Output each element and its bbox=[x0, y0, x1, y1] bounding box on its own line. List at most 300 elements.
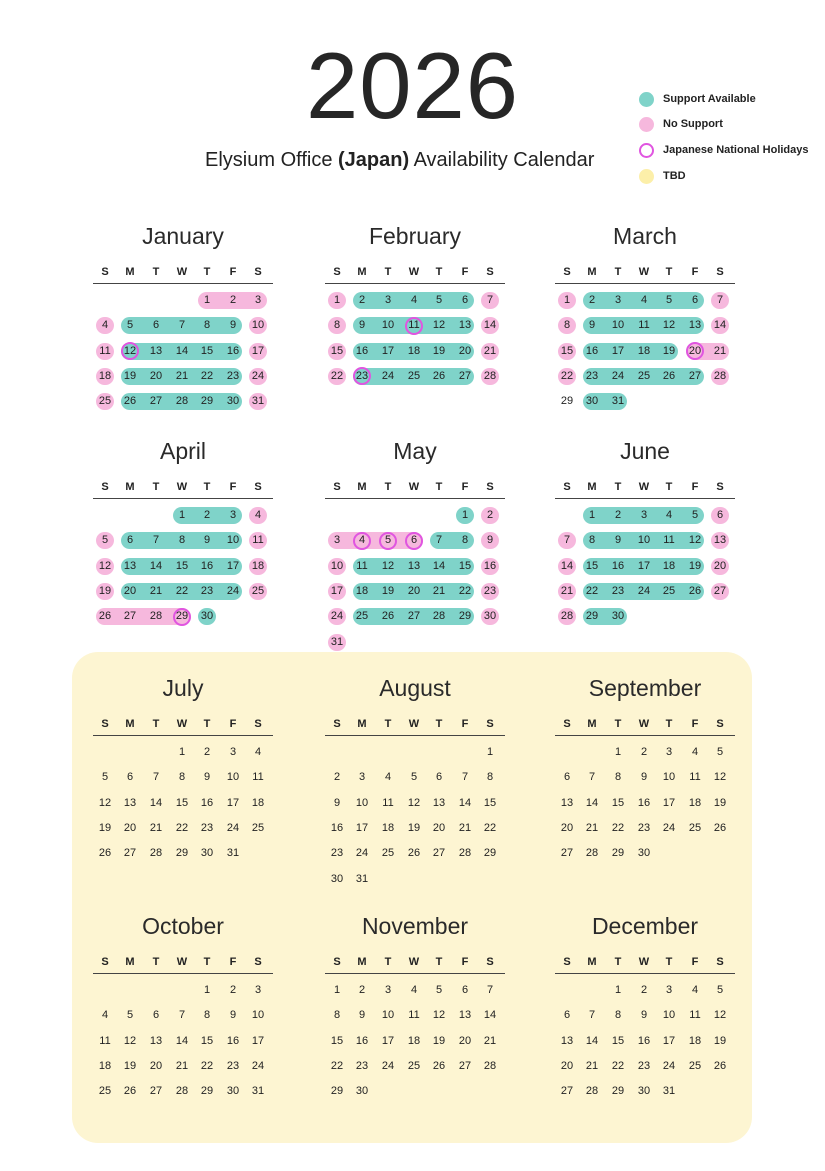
day-cell: 25 bbox=[381, 847, 395, 860]
day-cell: 31 bbox=[251, 395, 265, 408]
day-cell: 22 bbox=[611, 1059, 625, 1072]
day-cell: 26 bbox=[98, 847, 112, 860]
day-cell: 28 bbox=[585, 847, 599, 860]
day-cell: 6 bbox=[563, 1009, 571, 1022]
month-name: May bbox=[393, 438, 437, 464]
day-cell: 16 bbox=[200, 796, 214, 809]
day-cell: 19 bbox=[713, 1034, 727, 1047]
day-cell: 2 bbox=[486, 509, 494, 521]
day-cell: 28 bbox=[149, 610, 163, 623]
day-cell: 25 bbox=[355, 610, 369, 623]
day-cell: 29 bbox=[200, 1085, 214, 1098]
day-cell: 15 bbox=[330, 344, 344, 357]
day-cell: 20 bbox=[560, 821, 574, 834]
weekday-label: T bbox=[203, 481, 211, 493]
day-cell: 24 bbox=[381, 369, 395, 382]
day-cell: 19 bbox=[713, 796, 727, 809]
day-cell: 8 bbox=[203, 1009, 211, 1022]
day-cell: 24 bbox=[381, 1059, 395, 1072]
day-cell: 12 bbox=[432, 319, 446, 332]
day-cell: 15 bbox=[200, 1034, 214, 1047]
day-cell: 10 bbox=[611, 319, 625, 332]
day-cell: 5 bbox=[435, 984, 443, 996]
day-cell: 5 bbox=[101, 534, 109, 547]
header-divider bbox=[93, 973, 273, 974]
month-name: February bbox=[368, 223, 462, 249]
day-cell: 11 bbox=[99, 1034, 111, 1047]
legend-label: Japanese National Holidays bbox=[663, 144, 809, 156]
weekday-label: S bbox=[716, 956, 724, 968]
day-cell: 18 bbox=[688, 1034, 702, 1047]
legend-label: No Support bbox=[663, 118, 723, 130]
day-cell: 23 bbox=[585, 369, 599, 382]
day-cell: 30 bbox=[637, 1085, 651, 1098]
day-cell: 1 bbox=[333, 294, 341, 306]
day-cell: 16 bbox=[355, 1034, 369, 1047]
day-cell: 22 bbox=[330, 369, 344, 382]
day-cell: 27 bbox=[713, 584, 727, 597]
day-cell: 1 bbox=[203, 294, 211, 306]
day-cell: 12 bbox=[98, 559, 112, 572]
month-name: April bbox=[159, 438, 206, 464]
day-cell: 27 bbox=[149, 1085, 163, 1098]
day-cell: 16 bbox=[637, 1034, 651, 1047]
day-cell: 9 bbox=[640, 771, 648, 784]
day-cell: 3 bbox=[665, 984, 673, 996]
day-cell: 27 bbox=[458, 369, 472, 382]
day-cell: 17 bbox=[381, 1034, 395, 1047]
day-cell: 3 bbox=[384, 984, 392, 996]
day-cell: 31 bbox=[251, 1085, 265, 1098]
day-cell: 26 bbox=[713, 821, 727, 834]
day-cell: 18 bbox=[637, 344, 651, 357]
day-cell: 21 bbox=[483, 344, 497, 357]
weekday-label: M bbox=[125, 266, 135, 278]
day-cell: 12 bbox=[123, 344, 137, 357]
day-cell: 9 bbox=[229, 1009, 237, 1022]
support-swatch-icon bbox=[639, 92, 654, 107]
weekday-label: W bbox=[638, 956, 650, 968]
day-cell: 19 bbox=[123, 1059, 137, 1072]
day-cell: 14 bbox=[483, 1009, 497, 1022]
weekday-label: S bbox=[254, 718, 262, 730]
day-cell: 29 bbox=[585, 610, 599, 623]
day-cell: 18 bbox=[688, 796, 702, 809]
day-cell: 5 bbox=[435, 294, 443, 306]
weekday-label: M bbox=[125, 718, 135, 730]
day-cell: 11 bbox=[252, 534, 264, 547]
weekday-label: S bbox=[716, 481, 724, 493]
weekday-label: S bbox=[486, 718, 494, 730]
weekday-label: M bbox=[357, 266, 367, 278]
no-support-swatch-icon bbox=[639, 117, 654, 132]
weekday-label: M bbox=[357, 718, 367, 730]
day-cell: 17 bbox=[251, 344, 265, 357]
day-cell: 13 bbox=[458, 319, 472, 332]
day-cell: 21 bbox=[713, 344, 727, 357]
weekday-label: F bbox=[691, 481, 699, 493]
day-cell: 25 bbox=[407, 369, 421, 382]
day-cell: 19 bbox=[123, 369, 137, 382]
day-cell: 12 bbox=[98, 796, 112, 809]
day-cell: 28 bbox=[560, 610, 574, 623]
day-cell: 26 bbox=[432, 369, 446, 382]
day-cell: 22 bbox=[585, 584, 599, 597]
day-cell: 3 bbox=[254, 294, 262, 306]
day-cell: 10 bbox=[226, 534, 240, 547]
weekday-label: T bbox=[203, 718, 211, 730]
day-cell: 15 bbox=[611, 796, 625, 809]
day-cell: 13 bbox=[713, 534, 727, 547]
day-cell: 5 bbox=[665, 294, 673, 306]
weekday-label: T bbox=[435, 266, 443, 278]
day-cell: 24 bbox=[251, 1059, 265, 1072]
day-cell: 16 bbox=[330, 821, 344, 834]
day-cell: 25 bbox=[98, 1085, 112, 1098]
day-cell: 22 bbox=[560, 369, 574, 382]
day-cell: 2 bbox=[229, 294, 237, 306]
day-cell: 2 bbox=[203, 746, 211, 758]
weekday-label: F bbox=[691, 956, 699, 968]
header-divider bbox=[555, 283, 735, 284]
weekday-label: W bbox=[176, 718, 188, 730]
day-cell: 14 bbox=[149, 559, 163, 572]
day-cell: 29 bbox=[458, 610, 472, 623]
day-cell: 27 bbox=[688, 369, 702, 382]
weekday-label: T bbox=[435, 481, 443, 493]
day-cell: 23 bbox=[483, 584, 497, 597]
day-cell: 10 bbox=[381, 1009, 395, 1022]
weekday-label: F bbox=[229, 956, 237, 968]
day-cell: 8 bbox=[614, 1009, 622, 1022]
day-cell: 26 bbox=[713, 1059, 727, 1072]
day-cell: 18 bbox=[407, 344, 421, 357]
holiday-ring-icon bbox=[639, 143, 654, 158]
day-cell: 30 bbox=[355, 1085, 369, 1098]
day-cell: 13 bbox=[149, 1034, 163, 1047]
day-cell: 6 bbox=[435, 771, 443, 784]
day-cell: 26 bbox=[662, 369, 676, 382]
weekday-label: S bbox=[101, 956, 109, 968]
weekday-label: T bbox=[614, 956, 622, 968]
day-cell: 5 bbox=[101, 771, 109, 784]
weekday-label: M bbox=[125, 481, 135, 493]
day-cell: 3 bbox=[333, 534, 341, 547]
day-cell: 21 bbox=[585, 821, 599, 834]
day-cell: 19 bbox=[432, 1034, 446, 1047]
day-cell: 30 bbox=[483, 610, 497, 623]
day-cell: 27 bbox=[560, 847, 574, 860]
weekday-label: F bbox=[229, 481, 237, 493]
day-cell: 8 bbox=[461, 534, 469, 547]
day-cell: 3 bbox=[614, 294, 622, 306]
day-cell: 13 bbox=[458, 1009, 472, 1022]
day-cell: 18 bbox=[355, 584, 369, 597]
day-cell: 29 bbox=[560, 395, 574, 408]
day-cell: 3 bbox=[229, 746, 237, 758]
day-cell: 29 bbox=[483, 847, 497, 860]
day-cell: 7 bbox=[178, 1009, 186, 1022]
day-cell: 15 bbox=[175, 559, 189, 572]
day-cell: 15 bbox=[458, 559, 472, 572]
day-cell: 23 bbox=[330, 847, 344, 860]
day-cell: 17 bbox=[662, 1034, 676, 1047]
day-cell: 13 bbox=[123, 559, 137, 572]
day-cell: 30 bbox=[200, 847, 214, 860]
day-cell: 14 bbox=[560, 559, 574, 572]
weekday-label: F bbox=[461, 481, 469, 493]
day-cell: 15 bbox=[483, 796, 497, 809]
day-cell: 14 bbox=[149, 796, 163, 809]
day-cell: 21 bbox=[458, 821, 472, 834]
day-cell: 7 bbox=[435, 534, 443, 547]
day-cell: 4 bbox=[665, 509, 673, 521]
day-cell: 31 bbox=[330, 635, 344, 648]
day-cell: 6 bbox=[461, 294, 469, 306]
day-cell: 24 bbox=[251, 369, 265, 382]
day-cell: 2 bbox=[588, 294, 596, 306]
day-cell: 22 bbox=[611, 821, 625, 834]
day-cell: 14 bbox=[175, 344, 189, 357]
day-cell: 3 bbox=[640, 509, 648, 521]
day-cell: 28 bbox=[483, 369, 497, 382]
legend-item-tbd bbox=[639, 167, 686, 185]
day-cell: 4 bbox=[691, 746, 699, 758]
weekday-label: T bbox=[665, 481, 673, 493]
day-cell: 23 bbox=[637, 821, 651, 834]
day-cell: 15 bbox=[175, 796, 189, 809]
day-cell: 3 bbox=[358, 771, 366, 784]
weekday-label: S bbox=[486, 266, 494, 278]
day-cell: 12 bbox=[381, 559, 395, 572]
month-name: July bbox=[162, 675, 204, 701]
day-cell: 19 bbox=[98, 821, 112, 834]
weekday-label: S bbox=[716, 266, 724, 278]
weekday-label: M bbox=[125, 956, 135, 968]
day-cell: 22 bbox=[175, 821, 189, 834]
day-cell: 22 bbox=[458, 584, 472, 597]
day-cell: 2 bbox=[203, 509, 211, 521]
day-cell: 6 bbox=[563, 771, 571, 784]
weekday-label: W bbox=[176, 481, 188, 493]
day-cell: 17 bbox=[637, 559, 651, 572]
weekday-label: T bbox=[614, 481, 622, 493]
day-cell: 13 bbox=[149, 344, 163, 357]
day-cell: 31 bbox=[226, 847, 240, 860]
weekday-label: T bbox=[203, 266, 211, 278]
day-cell: 15 bbox=[611, 1034, 625, 1047]
day-cell: 18 bbox=[251, 796, 265, 809]
day-cell: 19 bbox=[381, 584, 395, 597]
subtitle-country: (Japan) bbox=[338, 149, 410, 171]
day-cell: 6 bbox=[461, 984, 469, 996]
day-cell: 14 bbox=[432, 559, 446, 572]
day-cell: 6 bbox=[126, 534, 134, 547]
day-cell: 7 bbox=[486, 294, 494, 306]
weekday-label: T bbox=[435, 956, 443, 968]
day-cell: 11 bbox=[689, 1009, 701, 1022]
day-cell: 23 bbox=[200, 584, 214, 597]
day-cell: 28 bbox=[713, 369, 727, 382]
day-cell: 13 bbox=[123, 796, 137, 809]
day-cell: 14 bbox=[175, 1034, 189, 1047]
day-cell: 10 bbox=[637, 534, 651, 547]
day-cell: 23 bbox=[226, 1059, 240, 1072]
day-cell: 4 bbox=[691, 984, 699, 996]
day-cell: 15 bbox=[585, 559, 599, 572]
day-cell: 26 bbox=[123, 395, 137, 408]
day-cell: 29 bbox=[330, 1085, 344, 1098]
day-cell: 23 bbox=[611, 584, 625, 597]
day-cell: 18 bbox=[98, 369, 112, 382]
day-cell: 10 bbox=[251, 319, 265, 332]
day-cell: 30 bbox=[611, 610, 625, 623]
header-divider bbox=[555, 498, 735, 499]
day-cell: 23 bbox=[637, 1059, 651, 1072]
day-cell: 21 bbox=[483, 1034, 497, 1047]
day-cell: 6 bbox=[152, 1009, 160, 1022]
day-cell: 10 bbox=[355, 796, 369, 809]
day-cell: 30 bbox=[226, 1085, 240, 1098]
weekday-label: S bbox=[486, 481, 494, 493]
day-cell: 21 bbox=[560, 584, 574, 597]
header-divider bbox=[93, 283, 273, 284]
day-cell: 19 bbox=[98, 584, 112, 597]
day-cell: 1 bbox=[563, 294, 571, 306]
day-cell: 27 bbox=[432, 847, 446, 860]
day-cell: 9 bbox=[203, 771, 211, 784]
weekday-label: T bbox=[384, 266, 392, 278]
day-cell: 21 bbox=[432, 584, 446, 597]
day-cell: 6 bbox=[691, 294, 699, 306]
month-name: June bbox=[620, 438, 670, 464]
weekday-label: S bbox=[254, 266, 262, 278]
legend-label: TBD bbox=[663, 170, 686, 182]
tbd-swatch-icon bbox=[639, 169, 654, 184]
day-cell: 12 bbox=[713, 1009, 727, 1022]
day-cell: 22 bbox=[330, 1059, 344, 1072]
day-cell: 1 bbox=[178, 509, 186, 521]
day-cell: 5 bbox=[126, 319, 134, 332]
day-cell: 21 bbox=[149, 584, 163, 597]
day-cell: 1 bbox=[178, 746, 186, 758]
month-name: March bbox=[613, 223, 677, 249]
day-cell: 11 bbox=[689, 771, 701, 784]
day-cell: 5 bbox=[716, 984, 724, 996]
day-cell: 28 bbox=[175, 395, 189, 408]
day-cell: 8 bbox=[486, 771, 494, 784]
month-name: January bbox=[142, 223, 224, 249]
day-cell: 13 bbox=[407, 559, 421, 572]
weekday-label: S bbox=[333, 718, 341, 730]
day-cell: 6 bbox=[152, 319, 160, 332]
day-cell: 5 bbox=[716, 746, 724, 758]
day-cell: 20 bbox=[123, 821, 137, 834]
weekday-label: T bbox=[665, 266, 673, 278]
legend-item-holidays bbox=[639, 141, 809, 159]
day-cell: 7 bbox=[716, 294, 724, 306]
day-cell: 24 bbox=[226, 584, 240, 597]
day-cell: 10 bbox=[251, 1009, 265, 1022]
day-cell: 28 bbox=[149, 847, 163, 860]
day-cell: 19 bbox=[407, 821, 421, 834]
day-cell: 16 bbox=[355, 344, 369, 357]
day-cell: 16 bbox=[611, 559, 625, 572]
day-cell: 7 bbox=[178, 319, 186, 332]
weekday-label: T bbox=[152, 266, 160, 278]
day-cell: 14 bbox=[458, 796, 472, 809]
weekday-label: S bbox=[563, 266, 571, 278]
weekday-label: T bbox=[152, 481, 160, 493]
day-cell: 27 bbox=[123, 610, 137, 623]
day-cell: 24 bbox=[330, 610, 344, 623]
weekday-label: W bbox=[638, 718, 650, 730]
day-cell: 30 bbox=[585, 395, 599, 408]
day-cell: 11 bbox=[356, 559, 368, 572]
day-cell: 17 bbox=[226, 796, 240, 809]
day-cell: 23 bbox=[355, 369, 369, 382]
weekday-label: W bbox=[408, 266, 420, 278]
header-divider bbox=[555, 735, 735, 736]
weekday-label: T bbox=[152, 718, 160, 730]
weekday-label: M bbox=[587, 481, 597, 493]
day-cell: 3 bbox=[254, 984, 262, 996]
legend-item-no-support bbox=[639, 115, 723, 133]
day-cell: 14 bbox=[585, 1034, 599, 1047]
day-cell: 22 bbox=[200, 369, 214, 382]
day-cell: 12 bbox=[713, 771, 727, 784]
day-cell: 4 bbox=[254, 509, 262, 521]
day-cell: 27 bbox=[123, 847, 137, 860]
day-cell: 21 bbox=[585, 1059, 599, 1072]
day-cell: 24 bbox=[662, 1059, 676, 1072]
day-cell: 21 bbox=[149, 821, 163, 834]
weekday-label: W bbox=[408, 718, 420, 730]
day-cell: 20 bbox=[713, 559, 727, 572]
day-cell: 27 bbox=[407, 610, 421, 623]
day-cell: 8 bbox=[178, 771, 186, 784]
day-cell: 3 bbox=[384, 294, 392, 306]
day-cell: 25 bbox=[662, 584, 676, 597]
day-cell: 28 bbox=[585, 1085, 599, 1098]
day-cell: 20 bbox=[123, 584, 137, 597]
day-cell: 12 bbox=[662, 319, 676, 332]
day-cell: 17 bbox=[330, 584, 344, 597]
day-cell: 20 bbox=[149, 369, 163, 382]
day-cell: 26 bbox=[98, 610, 112, 623]
day-cell: 8 bbox=[588, 534, 596, 547]
day-cell: 2 bbox=[358, 984, 366, 996]
weekday-label: T bbox=[665, 956, 673, 968]
day-cell: 23 bbox=[226, 369, 240, 382]
day-cell: 8 bbox=[178, 534, 186, 547]
legend-label: Support Available bbox=[663, 93, 756, 105]
day-cell: 20 bbox=[560, 1059, 574, 1072]
day-cell: 19 bbox=[662, 344, 676, 357]
day-cell: 12 bbox=[432, 1009, 446, 1022]
weekday-label: M bbox=[587, 956, 597, 968]
day-cell: 8 bbox=[333, 319, 341, 332]
day-cell: 4 bbox=[101, 1009, 109, 1022]
day-cell: 18 bbox=[251, 559, 265, 572]
day-cell: 4 bbox=[410, 294, 418, 306]
day-cell: 24 bbox=[662, 821, 676, 834]
day-cell: 17 bbox=[662, 796, 676, 809]
day-cell: 14 bbox=[483, 319, 497, 332]
day-cell: 12 bbox=[123, 1034, 137, 1047]
day-cell: 9 bbox=[229, 319, 237, 332]
month-name: August bbox=[379, 675, 451, 701]
